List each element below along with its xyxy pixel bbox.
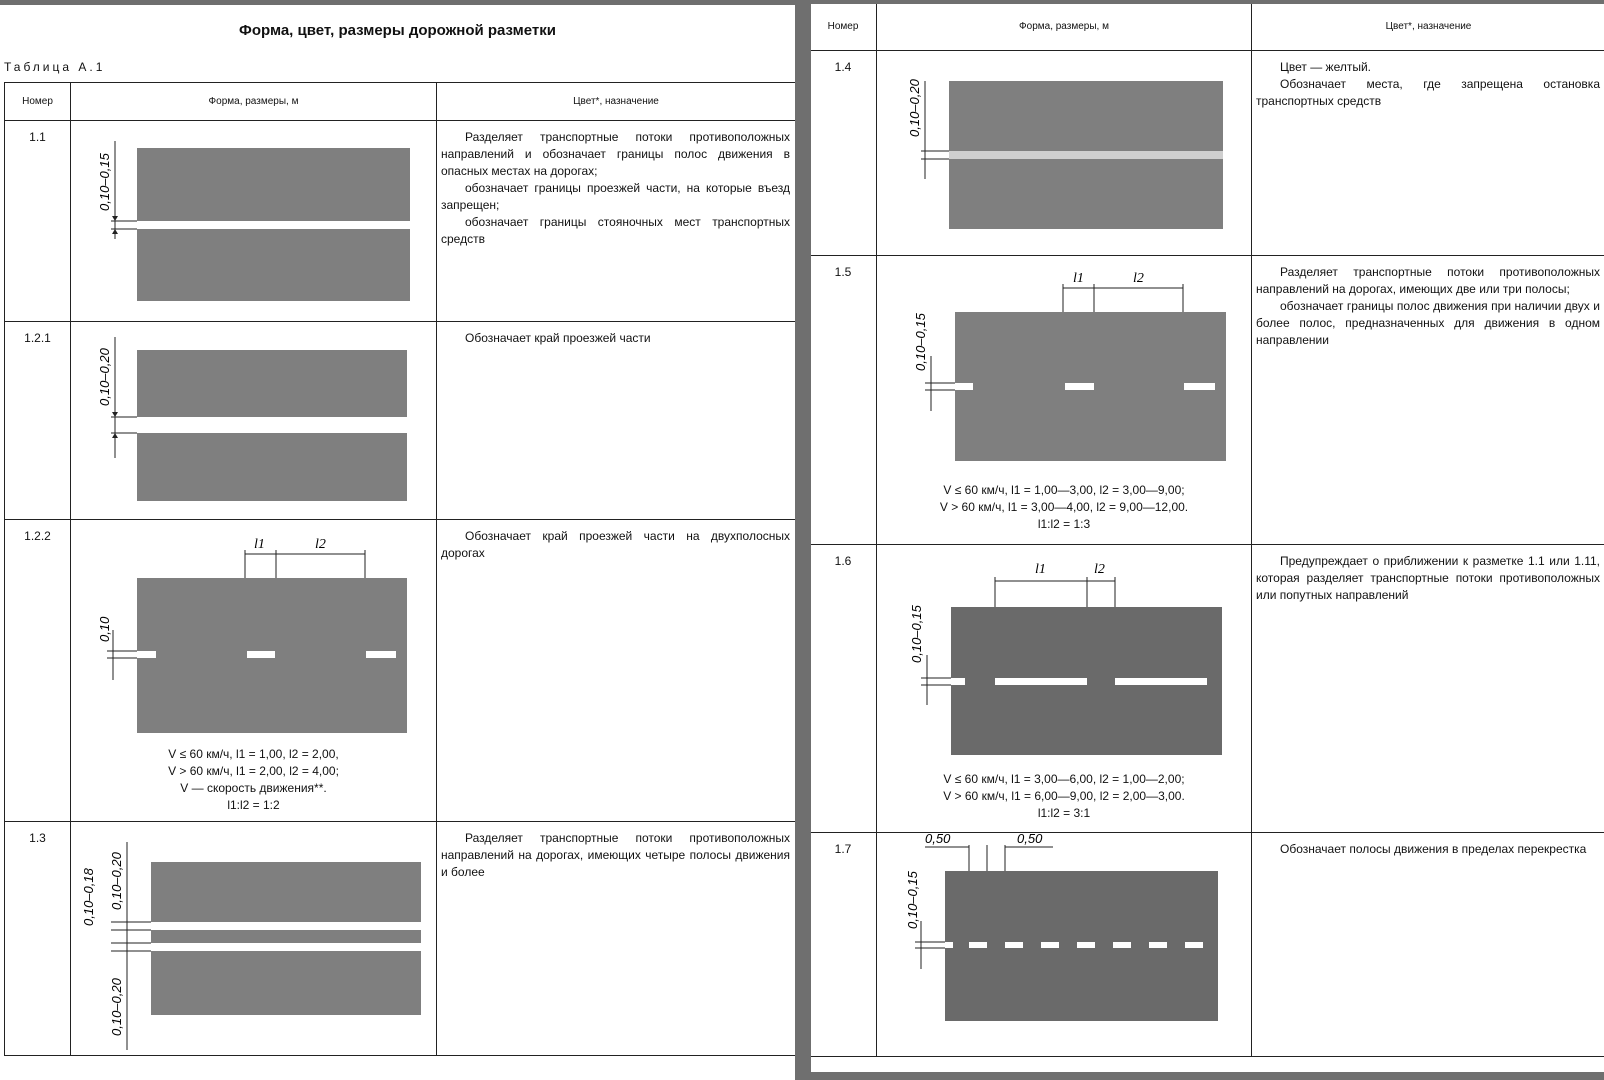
document-title: Форма, цвет, размеры дорожной разметки bbox=[239, 22, 556, 39]
dash-stroke bbox=[137, 651, 156, 658]
purpose-text: обозначает границы стояночных мест транспортных средств bbox=[441, 215, 790, 246]
road-surface bbox=[151, 862, 421, 922]
road-surface bbox=[137, 229, 410, 301]
row-purpose bbox=[1252, 256, 1604, 545]
purpose-text: Обозначает полосы движения в пределах перекрестка bbox=[1280, 842, 1587, 856]
dash-stroke bbox=[1065, 383, 1094, 390]
table-row bbox=[5, 822, 796, 1056]
marking-drawing bbox=[71, 121, 437, 321]
road-surface bbox=[949, 81, 1223, 151]
road-surface bbox=[151, 930, 421, 943]
dash-stroke bbox=[1184, 383, 1215, 390]
dash-stroke bbox=[995, 678, 1087, 685]
dash-stroke bbox=[1113, 942, 1131, 948]
dimension-label: 0,10–0,20 bbox=[109, 978, 124, 1036]
dimension-label: 0,10–0,20 bbox=[97, 348, 112, 406]
row-number: 1.4 bbox=[811, 51, 877, 256]
dash-stroke bbox=[1149, 942, 1167, 948]
row-number: 1.6 bbox=[811, 545, 877, 833]
dimension-label: 0,10–0,15 bbox=[905, 871, 920, 929]
row-number: 1.7 bbox=[811, 833, 877, 1057]
caption-line: V > 60 км/ч, l1 = 6,00—9,00, l2 = 2,00—3,00. bbox=[943, 789, 1185, 803]
purpose-text: Обозначает край проезжей части bbox=[465, 331, 651, 345]
dimension-label: l2 bbox=[315, 537, 326, 552]
dimension-label: 0,10–0,20 bbox=[109, 852, 124, 910]
row-number: 1.2.1 bbox=[5, 322, 71, 520]
left-page bbox=[0, 5, 795, 1080]
speed-caption bbox=[71, 746, 436, 814]
table-header-row bbox=[5, 83, 796, 121]
solid-line bbox=[137, 221, 410, 229]
marking-figure-1-3 bbox=[71, 822, 437, 1056]
row-number: 1.5 bbox=[811, 256, 877, 545]
header-purpose: Цвет*, назначение bbox=[437, 83, 796, 121]
row-purpose bbox=[437, 822, 796, 1056]
row-purpose bbox=[1252, 51, 1604, 256]
caption-line: l1:l2 = 1:3 bbox=[1037, 517, 1091, 531]
dimension-label: l1 bbox=[1035, 562, 1046, 577]
marking-figure-1-5 bbox=[877, 256, 1252, 545]
marking-figure-1-6 bbox=[877, 545, 1252, 833]
row-number: 1.3 bbox=[5, 822, 71, 1056]
header-number: Номер bbox=[5, 83, 71, 121]
dimension-label: 0,10–0,20 bbox=[907, 79, 922, 137]
purpose-text: Разделяет транспортные потоки противоположных направлений и обозначает границы полос движения в опасных местах на дорогах; bbox=[441, 130, 790, 178]
road-surface bbox=[137, 148, 410, 221]
dimension-label: l2 bbox=[1133, 271, 1144, 286]
marking-drawing bbox=[71, 822, 437, 1055]
row-number: 1.2.2 bbox=[5, 520, 71, 822]
road-surface bbox=[151, 951, 421, 1015]
road-surface bbox=[137, 433, 407, 501]
table-row bbox=[811, 51, 1604, 256]
markings-table-left bbox=[4, 82, 795, 1056]
caption-line: l1:l2 = 3:1 bbox=[1037, 806, 1091, 820]
purpose-text: обозначает границы проезжей части, на которые въезд запрещен; bbox=[441, 181, 790, 212]
markings-table-right bbox=[811, 4, 1604, 1057]
purpose-text: Обозначает край проезжей части на двухполосных дорогах bbox=[441, 529, 790, 560]
row-purpose bbox=[1252, 545, 1604, 833]
caption-line: V > 60 км/ч, l1 = 3,00—4,00, l2 = 9,00—12,00. bbox=[939, 500, 1189, 514]
dash-stroke bbox=[951, 678, 965, 685]
row-number: 1.1 bbox=[5, 121, 71, 322]
dash-stroke bbox=[1041, 942, 1059, 948]
caption-line: V ≤ 60 км/ч, l1 = 3,00—6,00, l2 = 1,00—2,00; bbox=[943, 772, 1185, 786]
purpose-text: Предупреждает о приближении к разметке 1.1 или 1.11, которая разделяет транспортные потоки противоположных или попутных направлений bbox=[1256, 554, 1600, 602]
dimension-label: 0,10 bbox=[97, 616, 112, 642]
row-purpose bbox=[437, 322, 796, 520]
purpose-text: Разделяет транспортные потоки противоположных направлений на дорогах, имеющих четыре полосы движения и более bbox=[441, 831, 790, 879]
table-row bbox=[811, 256, 1604, 545]
table-row bbox=[5, 322, 796, 520]
speed-caption bbox=[877, 771, 1251, 822]
dash-stroke bbox=[1115, 678, 1207, 685]
dash-stroke bbox=[955, 383, 973, 390]
table-row bbox=[811, 545, 1604, 833]
right-page bbox=[811, 4, 1604, 1072]
road-surface bbox=[137, 350, 407, 417]
table-row bbox=[5, 121, 796, 322]
caption-line: l1:l2 = 1:2 bbox=[227, 798, 280, 812]
table-label: Таблица А.1 bbox=[4, 60, 106, 74]
row-purpose bbox=[437, 121, 796, 322]
marking-drawing bbox=[877, 833, 1252, 1056]
header-shape: Форма, размеры, м bbox=[877, 4, 1252, 51]
caption-line: V — скорость движения**. bbox=[180, 781, 327, 795]
table-row bbox=[811, 833, 1604, 1057]
yellow-solid-line bbox=[949, 151, 1223, 159]
table-header-row bbox=[811, 4, 1604, 51]
header-number: Номер bbox=[811, 4, 877, 51]
purpose-text: Обозначает места, где запрещена остановка транспортных средств bbox=[1256, 77, 1600, 108]
marking-drawing bbox=[877, 51, 1252, 255]
marking-drawing bbox=[71, 322, 437, 519]
caption-line: V ≤ 60 км/ч, l1 = 1,00—3,00, l2 = 3,00—9,00; bbox=[943, 483, 1185, 497]
marking-figure-1-2-2 bbox=[71, 520, 437, 822]
header-shape: Форма, размеры, м bbox=[71, 83, 437, 121]
road-surface bbox=[949, 159, 1223, 229]
header-purpose: Цвет*, назначение bbox=[1252, 4, 1604, 51]
purpose-text: Разделяет транспортные потоки противоположных направлений на дорогах, имеющих две или три полосы; bbox=[1256, 265, 1600, 296]
purpose-text: обозначает границы полос движения при наличии двух и более полос, предназначенных для движения в одном направлении bbox=[1256, 299, 1600, 347]
dimension-label: l1 bbox=[254, 537, 265, 552]
dash-stroke bbox=[247, 651, 275, 658]
dimension-label: 0,50 bbox=[925, 833, 951, 846]
dimension-label: 0,10–0,15 bbox=[97, 153, 112, 211]
dash-stroke bbox=[1077, 942, 1095, 948]
color-text: Цвет — желтый. bbox=[1280, 60, 1372, 74]
row-purpose bbox=[1252, 833, 1604, 1057]
dash-stroke bbox=[1185, 942, 1203, 948]
solid-line bbox=[151, 922, 421, 930]
marking-figure-1-1 bbox=[71, 121, 437, 322]
marking-figure-1-7 bbox=[877, 833, 1252, 1057]
dash-stroke bbox=[969, 942, 987, 948]
solid-line bbox=[151, 943, 421, 951]
dimension-label: 0,10–0,15 bbox=[909, 605, 924, 663]
dash-stroke bbox=[1005, 942, 1023, 948]
row-purpose bbox=[437, 520, 796, 822]
dimension-label: l2 bbox=[1094, 562, 1105, 577]
caption-line: V > 60 км/ч, l1 = 2,00, l2 = 4,00; bbox=[168, 764, 339, 778]
dimension-label: 0,10–0,15 bbox=[913, 313, 928, 371]
dimension-label: 0,50 bbox=[1017, 833, 1043, 846]
dimension-label: 0,10–0,18 bbox=[81, 868, 96, 926]
speed-caption bbox=[877, 482, 1251, 533]
dash-stroke bbox=[945, 942, 953, 948]
marking-figure-1-4 bbox=[877, 51, 1252, 256]
dimension-label: l1 bbox=[1073, 271, 1084, 286]
marking-figure-1-2-1 bbox=[71, 322, 437, 520]
table-row bbox=[5, 520, 796, 822]
caption-line: V ≤ 60 км/ч, l1 = 1,00, l2 = 2,00, bbox=[168, 747, 339, 761]
dash-stroke bbox=[366, 651, 396, 658]
